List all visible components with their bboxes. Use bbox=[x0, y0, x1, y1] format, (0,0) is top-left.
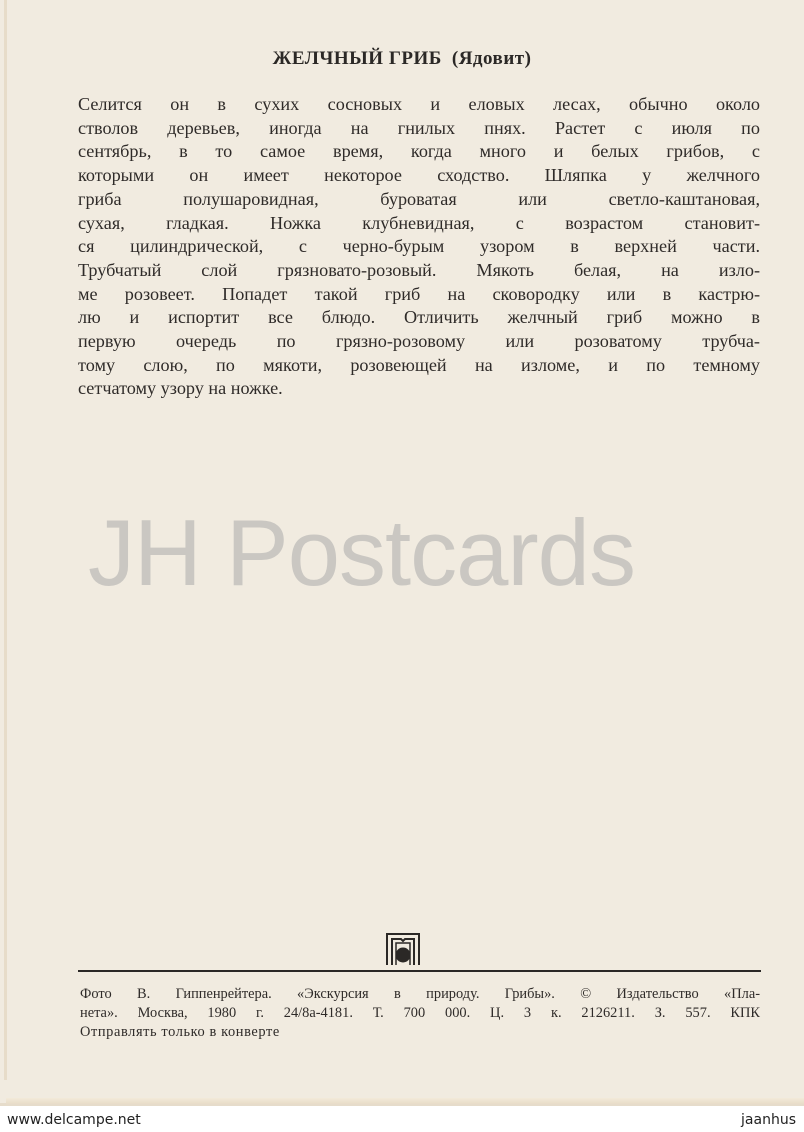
publisher-logo-icon bbox=[385, 932, 421, 966]
description-line: лю и испортит все блюдо. Отличить желчный гриб можно в bbox=[78, 307, 760, 328]
page-footer bbox=[0, 1108, 804, 1132]
description-line: сетчатому узору на ножке. bbox=[78, 378, 283, 399]
description-line: первую очередь по грязно-розовому или розоватому трубча- bbox=[78, 331, 760, 352]
description-line: тому слою, по мякоти, розовеющей на изломе, и по темному bbox=[78, 354, 760, 375]
imprint-line: Фото В. Гиппенрейтера. «Экскурсия в природу. Грибы». © Издательство «Пла- bbox=[80, 986, 760, 1002]
postcard-title bbox=[0, 48, 804, 70]
card-bottom-edge bbox=[6, 1098, 804, 1104]
description-text bbox=[78, 93, 760, 401]
description-line: сухая, гладкая. Ножка клубневидная, с возрастом становит- bbox=[78, 212, 760, 233]
description-line: ме розовеет. Попадет такой гриб на сковородку или в кастрю- bbox=[78, 283, 760, 304]
description-line: которыми он имеет некоторое сходство. Шляпка у желчного bbox=[78, 165, 760, 186]
description-line: ся цилиндрической, с черно-бурым узором в верхней части. bbox=[78, 236, 760, 257]
description-line: сентябрь, в то самое время, когда много и белых грибов, с bbox=[78, 141, 760, 162]
card-left-edge bbox=[4, 0, 7, 1080]
site-url[interactable]: www.delcampe.net bbox=[7, 1112, 141, 1128]
seller-name[interactable]: jaanhus bbox=[741, 1112, 796, 1128]
divider-rule bbox=[78, 970, 761, 972]
title-main: ЖЕЛЧНЫЙ ГРИБ bbox=[272, 48, 442, 69]
description-line: Селится он в сухих сосновых и еловых лесах, обычно около bbox=[78, 94, 760, 114]
title-note: (Ядовит) bbox=[451, 48, 532, 69]
watermark: JH Postcards bbox=[88, 500, 635, 605]
description-line: стволов деревьев, иногда на гнилых пнях. Растет с июля по bbox=[78, 117, 760, 138]
imprint-line: Отправлять только в конверте bbox=[80, 1024, 280, 1040]
description-line: гриба полушаровидная, буроватая или светло-каштановая, bbox=[78, 188, 760, 209]
imprint-text bbox=[80, 985, 760, 1042]
description-line: Трубчатый слой грязновато-розовый. Мякоть белая, на изло- bbox=[78, 259, 760, 280]
imprint-line: нета». Москва, 1980 г. 24/8а-4181. Т. 700 000. Ц. 3 к. 2126211. З. 557. КПК bbox=[80, 1005, 760, 1021]
